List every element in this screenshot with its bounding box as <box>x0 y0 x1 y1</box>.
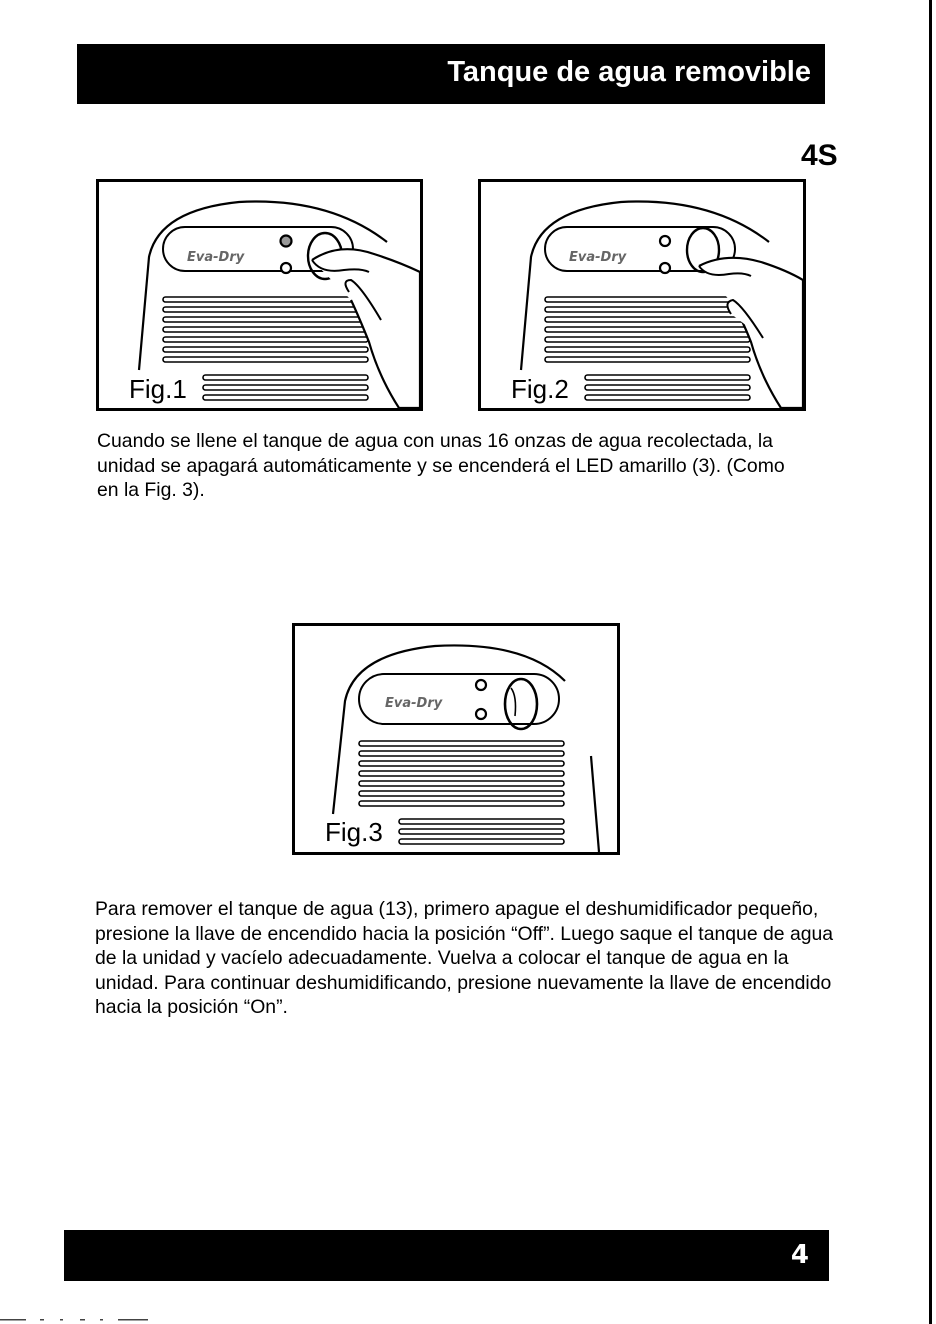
paragraph-remove-tank: Para remover el tanque de agua (13), primero apague el deshumidificador pequeño, presione la llave de encendido hacia la posición “Off”. Luego saque el tanque de agua de la unidad y vacíelo adecuadamente. Vuelva a colocar el tanque de agua en la unidad. Para continuar deshumidificando, presione nuevamente la llave de encendido hacia la posición “On”. <box>95 898 834 1018</box>
brand-logo: Eva-Dry <box>187 250 245 265</box>
figure-label: Fig.3 <box>325 817 383 847</box>
page-number: 4 <box>790 1240 809 1270</box>
section-code: 4S <box>801 139 838 172</box>
scan-artifacts <box>0 1318 150 1322</box>
figure-label: Fig.2 <box>511 374 569 404</box>
brand-logo: Eva-Dry <box>385 696 443 711</box>
figure-label: Fig.1 <box>129 374 187 404</box>
page-title: Tanque de agua removible <box>447 56 811 88</box>
header-bar <box>77 44 825 104</box>
footer-bar <box>64 1230 829 1281</box>
figure-1 <box>96 179 423 411</box>
figure-2 <box>478 179 806 411</box>
figure-3 <box>292 623 620 855</box>
brand-logo: Eva-Dry <box>569 250 627 265</box>
paragraph-tank-full: Cuando se llene el tanque de agua con unas 16 onzas de agua recolectada, la unidad se apagará automáticamente y se encenderá el LED amarillo (3). (Como en la Fig. 3). <box>97 430 785 501</box>
right-edge-rule <box>929 0 932 1324</box>
